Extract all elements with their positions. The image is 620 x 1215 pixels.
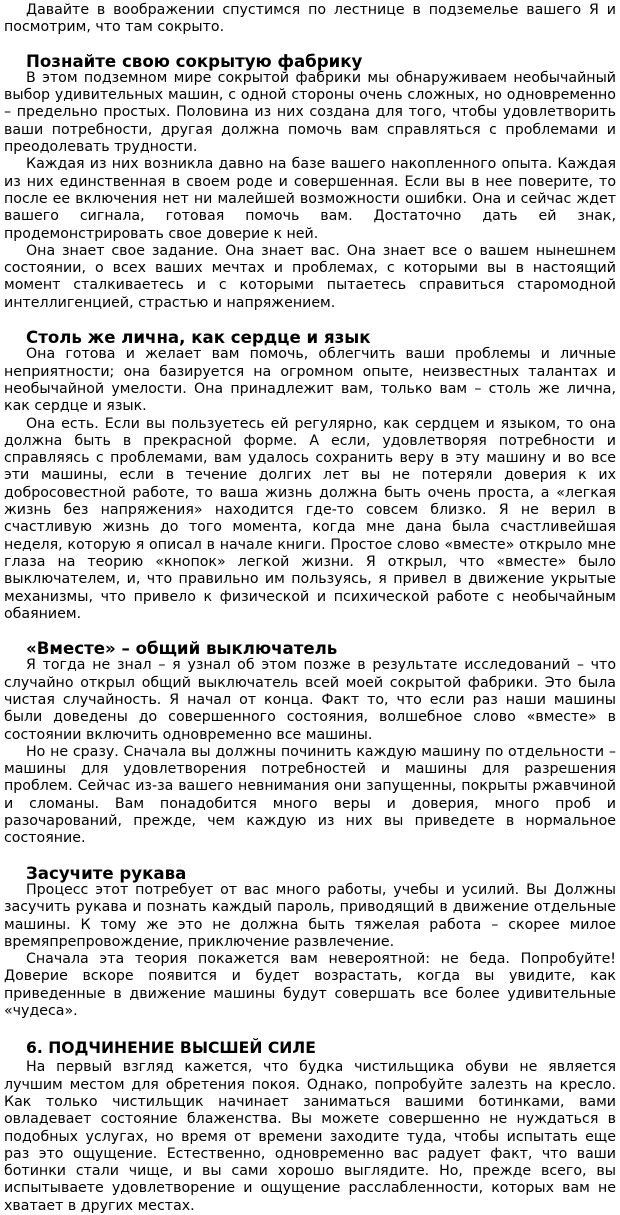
paragraph: Сначала эта теория покажется вам невероятной: не беда. Попробуйте! Доверие вскоре появится и будет возрастать, когда вы увидите, как приведенные в движение машины будут совершать все более удивительные «чудеса».	[4, 951, 616, 1020]
paragraph: Она знает свое задание. Она знает вас. Она знает все о вашем нынешнем состоянии, о всех ваших мечтах и проблемах, с которыми вы в настоящий момент сталкиваетесь и с которыми пытаетесь справиться старомодной интеллигенцией, страстью и напряжением.	[4, 242, 616, 311]
chapter-title: 6. ПОДЧИНЕНИЕ ВЫСШЕЙ СИЛЕ	[26, 1039, 316, 1058]
paragraph: Я тогда не знал – я узнал об этом позже в результате исследований – что случайно открыл общий выключатель всей моей сокрытой фабрики. Это была чистая случайность. Я начал от конца. Факт то, что если раз наши машины были доведены до совершенного состояния, волшебное слово «вместе» в состоянии включить одновременно все машины.	[4, 657, 616, 743]
intro-paragraph: Давайте в воображении спустимся по лестнице в подземелье вашего Я и посмотрим, что там сокрыто.	[4, 2, 616, 36]
section-heading: «Вместе» – общий выключатель	[26, 639, 338, 659]
paragraph: Она готова и желает вам помочь, облегчить ваши проблемы и личные неприятности; она базируется на огромном опыте, неизвестных талантах и необычайной умелости. Она принадлежит вам, только вам – столь же лична, как сердце и язык.	[4, 346, 616, 415]
paragraph: Процесс этот потребует от вас много работы, учебы и усилий. Вы Должны засучить рукава и познать каждый пароль, приводящий в движение отдельные машины. К тому же это не должна быть тяжелая работа – скорее милое времяпрепровождение, приключение развлечение.	[4, 881, 616, 950]
paragraph: Каждая из них возникла давно на базе вашего накопленного опыта. Каждая из них единственная в своем роде и совершенная. Если вы в нее поверите, то после ее включения нет ни малейшей возможности ошибки. Она и сейчас ждет вашего сигнала, готовая помочь вам. Достаточно дать ей знак, продемонстрировать свое доверие к ней.	[4, 156, 616, 242]
section-hidden-factory	[4, 53, 616, 312]
section-heading: Познайте свою сокрытую фабрику	[26, 51, 363, 71]
section-heading: Засучите рукава	[26, 863, 187, 883]
section-together-switch	[4, 640, 616, 848]
section-heading: Столь же лична, как сердце и язык	[26, 328, 371, 348]
paragraph: Она есть. Если вы пользуетесь ей регулярно, как сердцем и языком, то она должна быть в прекрасной форме. А если, удовлетворяя потребности и справляясь с проблемами, вам удалось сохранить веру в эту машину и во все эти машины, если в течение долгих лет вы не потеряли доверия к их добросовестной работе, то ваша жизнь должна быть очень проста, а «легкая жизнь без напряжения» находится где-то совсем близко. Я не верил в счастливую жизнь до того момента, когда мне дана была счастливейшая неделя, которую я описал в начале книги. Простое слово «вместе» открыло мне глаза на теорию «кнопок» легкой жизни. Я открыл, что «вместе» было выключателем, и, что правильно им пользуясь, я привел в движение укрытые механизмы, что привело к физической и психической работе с необычайным обаянием.	[4, 415, 616, 622]
paragraph: В этом подземном мире сокрытой фабрики мы обнаруживаем необычайный выбор удивительных машин, с одной стороны очень сложных, но одновременно – предельно простых. Половина из них создана для того, чтобы удовлетворить ваши потребности, другая должна помочь вам справляться с проблемами и преодолевать трудности.	[4, 69, 616, 156]
chapter-six	[4, 1039, 616, 1215]
section-roll-up-sleeves	[4, 865, 616, 1021]
paragraph: На первый взгляд кажется, что будка чистильщика обуви не является лучшим местом для обретения покоя. Однако, попробуйте залезть на кресло. Как только чистильщик начинает заниматься вашими ботинками, вами овладевает состояние блаженства. Вы можете совершенно не нуждаться в подобных услугах, но время от времени заходите туда, чтобы испытать еще раз это ощущение. Естественно, одновременно вас радует факт, что ваши ботинки стали чище, и вы сами хорошо выглядите. Но, прежде всего, вы испытываете удовлетворение и ощущение расслабленности, которых вам не хватает в других местах.	[4, 1059, 616, 1214]
paragraph: Но не сразу. Сначала вы должны починить каждую машину по отдельности – машины для удовлетворения потребностей и машины для разрешения проблем. Сейчас из-за вашего невнимания они запущенны, покрыты ржавчиной и сломаны. Вам понадобится много веры и доверия, много проб и разочарований, прежде, чем каждую из них вы приведете в нормальное состояние.	[4, 743, 616, 847]
section-heart-and-tongue	[4, 329, 616, 623]
